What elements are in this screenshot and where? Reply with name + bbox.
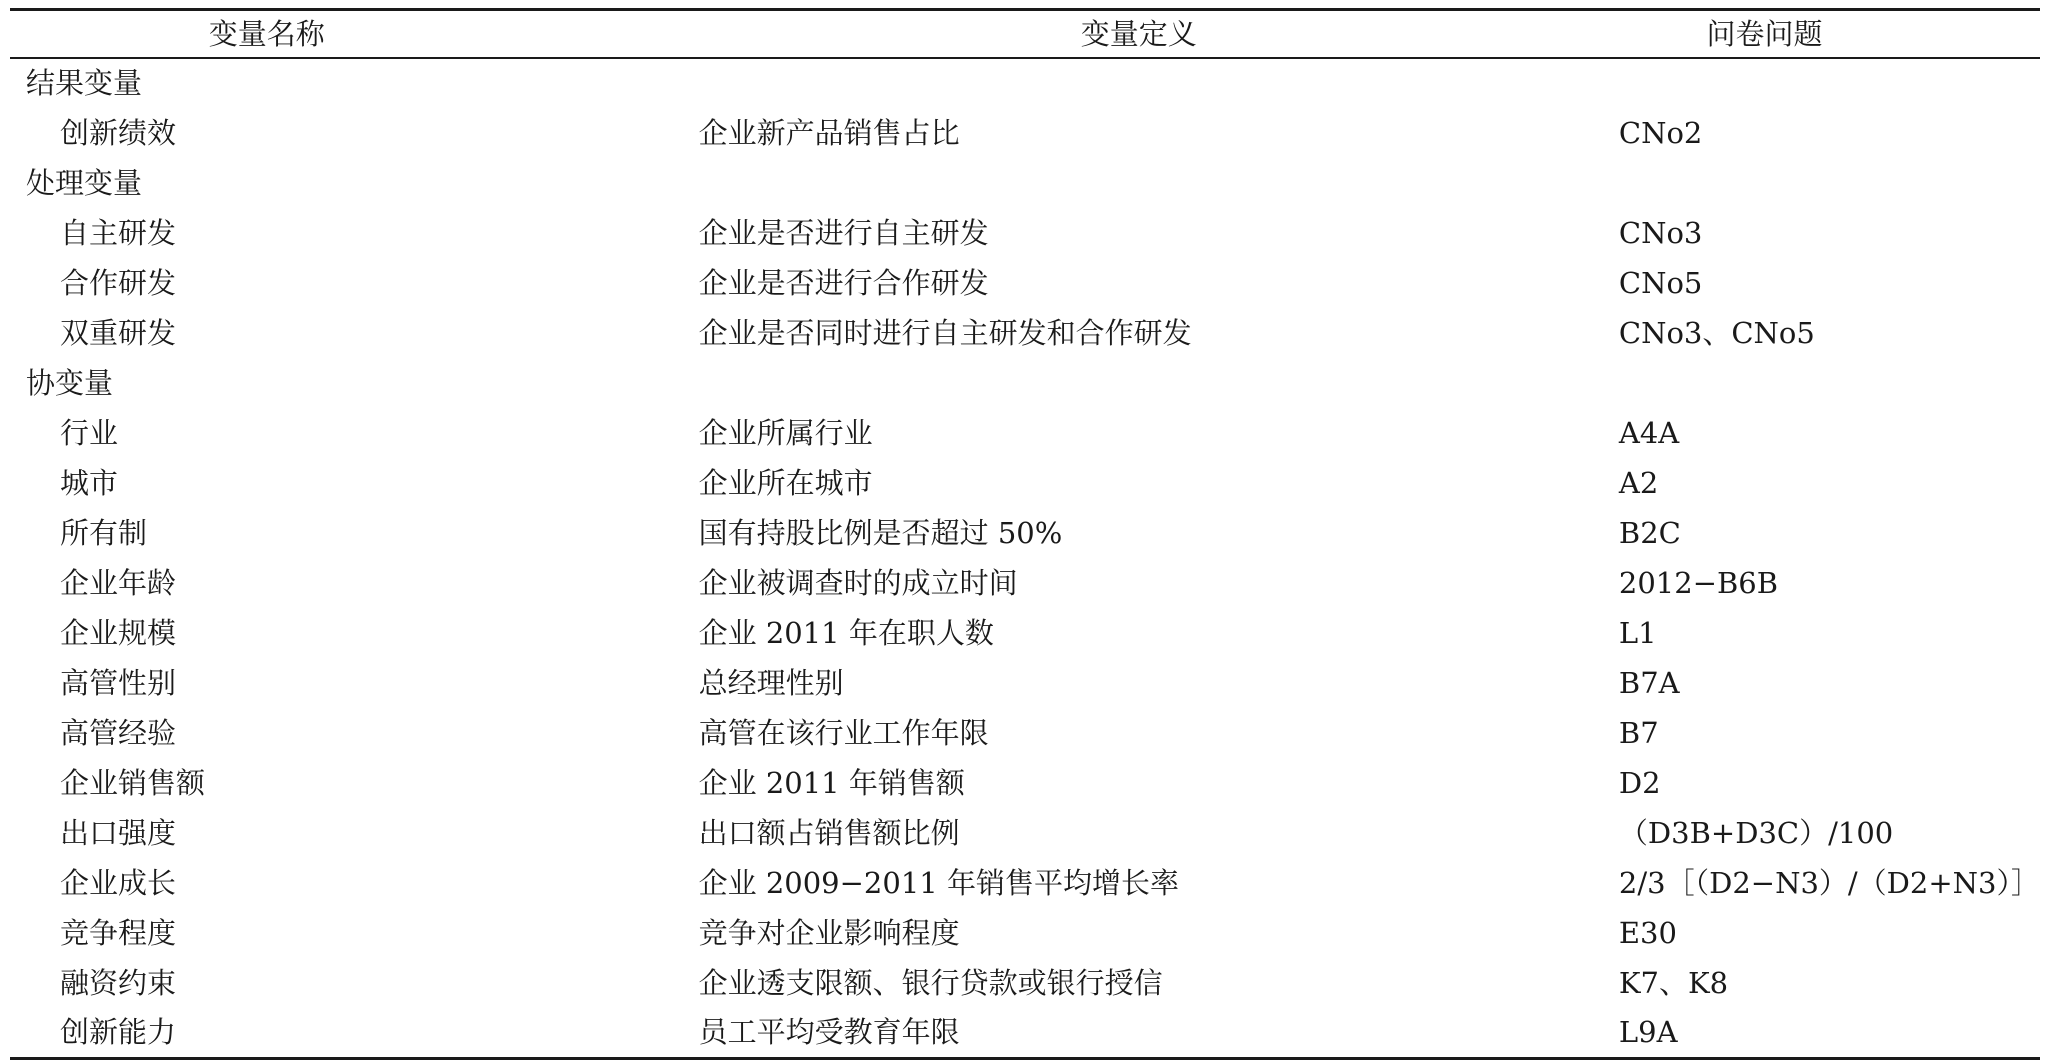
variable-name-cell: 融资约束 (60, 965, 177, 1000)
variable-definition-cell: 企业 2009−2011 年销售平均增长率 (698, 865, 1179, 900)
questionnaire-question-cell: B2C (1618, 515, 1681, 550)
questionnaire-question-cell: D2 (1618, 765, 1661, 800)
variable-definition-cell: 企业所在城市 (698, 465, 873, 500)
variable-name-cell: 行业 (60, 415, 119, 450)
table-row (10, 108, 2040, 158)
header-variable-definition: 变量定义 (1080, 16, 1197, 51)
questionnaire-question-cell: A2 (1618, 465, 1659, 500)
questionnaire-question-cell (1619, 58, 2040, 108)
table-row (10, 558, 2040, 608)
variable-name-cell: 自主研发 (60, 215, 177, 250)
variable-name-cell: 企业规模 (60, 615, 177, 650)
questionnaire-question-cell: B7 (1618, 715, 1659, 750)
variable-name-cell: 企业成长 (60, 865, 177, 900)
variable-definition-cell: 高管在该行业工作年限 (698, 715, 989, 750)
questionnaire-question-cell: CNo3、CNo5 (1618, 315, 1815, 350)
questionnaire-question-cell: CNo2 (1618, 115, 1703, 150)
table-row (10, 658, 2040, 708)
table-row (10, 508, 2040, 558)
variable-definition-cell: 员工平均受教育年限 (698, 1014, 960, 1049)
table-row (10, 208, 2040, 258)
variable-definition-cell: 企业 2011 年在职人数 (698, 615, 994, 650)
table-row (10, 908, 2040, 958)
table-row (10, 858, 2040, 908)
questionnaire-question-cell: L9A (1618, 1014, 1678, 1049)
table-row (10, 708, 2040, 758)
variable-definition-cell: 企业透支限额、银行贷款或银行授信 (698, 965, 1163, 1000)
questionnaire-question-cell (1619, 358, 2040, 408)
variable-name-cell: 城市 (60, 465, 119, 500)
questionnaire-question-cell: A4A (1618, 415, 1680, 450)
variable-definition-cell (699, 58, 1619, 108)
variable-name-cell: 所有制 (60, 515, 148, 550)
group-label: 协变量 (26, 365, 114, 400)
variable-definition-cell: 企业是否进行合作研发 (698, 265, 989, 300)
table-row (10, 408, 2040, 458)
table-row (10, 608, 2040, 658)
variable-definition-table (10, 8, 2040, 1060)
group-label: 处理变量 (26, 165, 143, 200)
table-body (10, 58, 2040, 1058)
variable-name-cell: 双重研发 (60, 315, 177, 350)
variable-definition-cell: 国有持股比例是否超过 50% (698, 515, 1063, 550)
variable-name-cell: 企业销售额 (60, 765, 206, 800)
variable-definition-cell: 企业新产品销售占比 (698, 115, 960, 150)
questionnaire-question-cell: B7A (1618, 665, 1680, 700)
variable-definition-cell: 出口额占销售额比例 (698, 815, 960, 850)
group-row (10, 358, 2040, 408)
questionnaire-question-cell: L1 (1618, 615, 1657, 650)
questionnaire-question-cell: 2/3［（D2−N3）/（D2+N3）］ (1618, 865, 2040, 900)
table-row (10, 808, 2040, 858)
table-row (10, 308, 2040, 358)
group-label: 结果变量 (26, 66, 143, 100)
variable-definition-cell (699, 158, 1619, 208)
variable-name-cell: 合作研发 (60, 265, 177, 300)
variable-definition-cell: 企业被调查时的成立时间 (698, 565, 1018, 600)
variable-name-cell: 高管经验 (60, 715, 177, 750)
variable-name-cell: 竞争程度 (60, 915, 177, 950)
questionnaire-question-cell: （D3B+D3C）/100 (1618, 815, 1894, 850)
variable-definition-cell: 总经理性别 (698, 665, 844, 700)
variable-definition-cell (699, 358, 1619, 408)
table-row (10, 1008, 2040, 1058)
table-header (10, 10, 2040, 59)
variable-definition-cell: 竞争对企业影响程度 (698, 915, 960, 950)
group-row (10, 158, 2040, 208)
variable-definition-cell: 企业是否进行自主研发 (698, 215, 989, 250)
questionnaire-question-cell: K7、K8 (1618, 965, 1729, 1000)
questionnaire-question-cell: 2012−B6B (1618, 565, 1779, 600)
variable-definition-cell: 企业所属行业 (698, 415, 873, 450)
variable-name-cell: 创新能力 (60, 1014, 177, 1049)
table-row (10, 258, 2040, 308)
header-row (10, 10, 2040, 59)
table-row (10, 758, 2040, 808)
variable-name-cell: 企业年龄 (60, 565, 177, 600)
variable-definition-cell: 企业是否同时进行自主研发和合作研发 (698, 315, 1192, 350)
questionnaire-question-cell (1619, 158, 2040, 208)
variable-name-cell: 出口强度 (60, 815, 177, 850)
table-row (10, 458, 2040, 508)
variable-name-cell: 创新绩效 (60, 115, 177, 150)
table-row (10, 958, 2040, 1008)
header-variable-name: 变量名称 (208, 16, 325, 51)
questionnaire-question-cell: CNo3 (1618, 215, 1703, 250)
variable-definition-cell: 企业 2011 年销售额 (698, 765, 965, 800)
variable-name-cell: 高管性别 (60, 665, 177, 700)
questionnaire-question-cell: E30 (1618, 915, 1677, 950)
questionnaire-question-cell: CNo5 (1618, 265, 1703, 300)
variable-table-container (10, 8, 2040, 1060)
group-row (10, 58, 2040, 108)
header-questionnaire-question: 问卷问题 (1706, 16, 1823, 51)
